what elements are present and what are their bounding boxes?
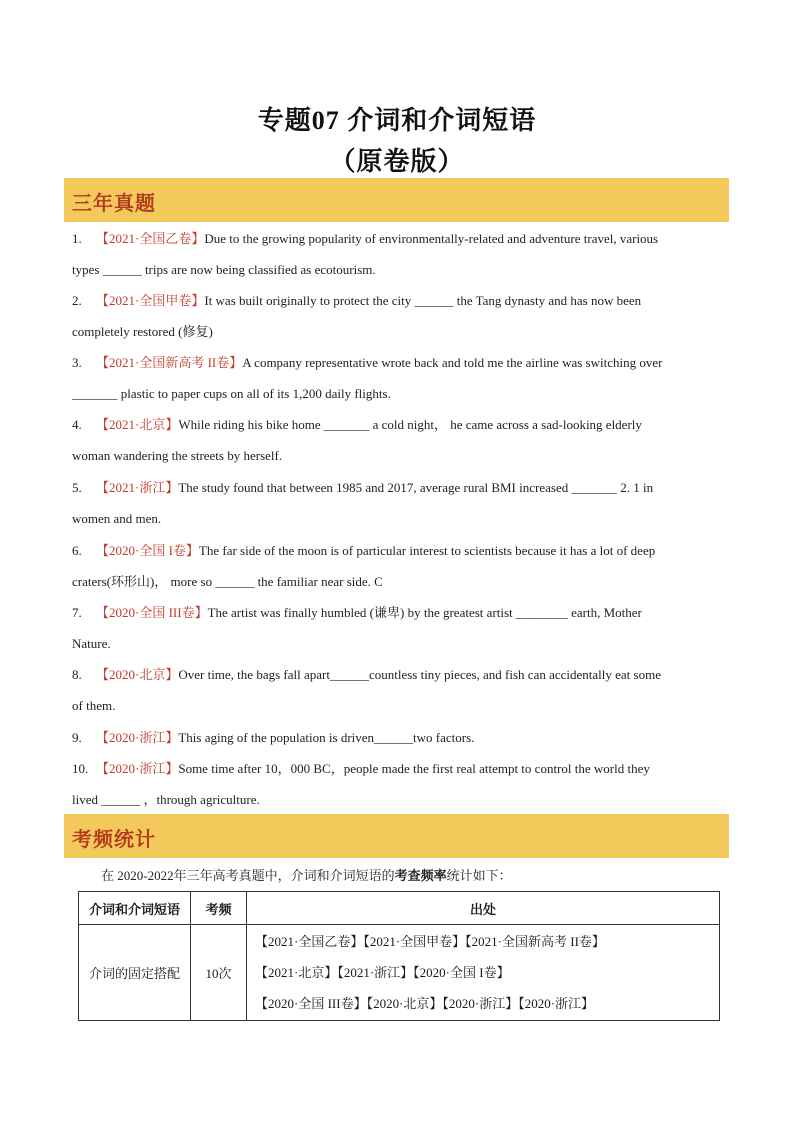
question-text-cont: _______ plastic to paper cups on all of its 1,200 daily flights. [72,386,391,401]
question-source: 【2021·全国乙卷】 [96,231,205,246]
section-header-real-exams [64,178,729,222]
question-number: 7. [72,605,82,620]
category-cell: 介词的固定搭配 [79,925,191,1021]
question-text: Some time after 10，000 BC，people made the first real attempt to control the world they [178,761,650,776]
question-text: A company representative wrote back and told me the airline was switching over [242,355,663,370]
question-item [72,753,727,815]
question-text: Due to the growing popularity of environmentally-related and adventure travel, various [204,231,659,246]
sources-line: 【2020·全国 III卷】【2020·北京】【2020·浙江】【2020·浙江】 [255,996,595,1011]
question-source: 【2020·浙江】 [96,761,179,776]
table-header-cell: 考频 [191,892,247,925]
question-text: While riding his bike home _______ a cold night， he came across a sad-looking elderly [178,417,642,432]
question-number: 5. [72,480,82,495]
question-text: The artist was finally humbled (谦卑) by the greatest artist ________ earth, Mother [207,605,642,620]
question-source: 【2020·全国 III卷】 [96,605,208,620]
question-source: 【2021·全国甲卷】 [96,293,205,308]
question-item [72,722,727,753]
section-header-label: 三年真题 [72,193,156,215]
question-text: Over time, the bags fall apart______countless tiny pieces, and fish can accidentally eat some [178,667,661,682]
question-text-cont: types ______ trips are now being classified as ecotourism. [72,262,376,277]
sources-line: 【2021·全国乙卷】【2021·全国甲卷】【2021·全国新高考 II卷】 [255,934,605,949]
question-number: 8. [72,667,82,682]
section-header-label: 考频统计 [72,829,156,851]
sources-cell [247,925,720,1021]
question-source: 【2021·全国新高考 II卷】 [96,355,243,370]
question-item [72,535,727,597]
question-text-cont: lived ______ ，through agriculture. [72,792,260,807]
question-number: 1. [72,231,82,246]
question-number: 2. [72,293,82,308]
question-source: 【2020·北京】 [96,667,179,682]
question-text-cont: woman wandering the streets by herself. [72,448,283,463]
question-text-cont: Nature. [72,636,111,651]
section-header-frequency [64,814,729,858]
question-text: This aging of the population is driven______two factors. [178,730,475,745]
question-source: 【2021·浙江】 [96,480,179,495]
page-title: 专题07 介词和介词短语 [257,106,537,135]
intro-text-end: 统计如下： [446,868,512,883]
question-source: 【2020·浙江】 [96,730,179,745]
question-number: 6. [72,543,82,558]
frequency-cell: 10次 [191,925,247,1021]
question-text-cont: women and men. [72,511,162,526]
table-header-cell: 出处 [247,892,720,925]
question-text: The study found that between 1985 and 2017, average rural BMI increased _______ 2. 1 in [178,480,654,495]
question-item [72,659,727,721]
table-header-cell: 介词和介词短语 [79,892,191,925]
frequency-table [78,891,720,1021]
question-item [72,347,727,409]
question-number: 9. [72,730,82,745]
question-item [72,285,727,347]
frequency-intro [101,865,512,884]
question-text: It was built originally to protect the city ______ the Tang dynasty and has now been [204,293,642,308]
table-row [79,925,720,1021]
question-item [72,472,727,534]
question-text: The far side of the moon is of particular interest to scientists because it has a lot of deep [198,543,656,558]
question-number: 4. [72,417,82,432]
question-number: 10. [72,761,89,776]
question-source: 【2021·北京】 [96,417,179,432]
question-text-cont: of them. [72,698,116,713]
question-text-cont: completely restored (修复) [72,324,213,339]
question-text-cont: craters(环形山)， more so ______ the familiar near side. C [72,574,383,589]
sources-line: 【2021·北京】【2021·浙江】【2020·全国 I卷】 [255,965,510,980]
question-item [72,223,727,285]
intro-text: 在 2020-2022年三年高考真题中，介词和介词短语的 [101,868,395,883]
page-subtitle: （原卷版） [329,147,465,176]
question-number: 3. [72,355,82,370]
question-item [72,597,727,659]
question-source: 【2020·全国 I卷】 [96,543,199,558]
intro-bold-text: 考查频率 [394,868,447,883]
question-item [72,409,727,471]
table-header-row [79,892,720,925]
